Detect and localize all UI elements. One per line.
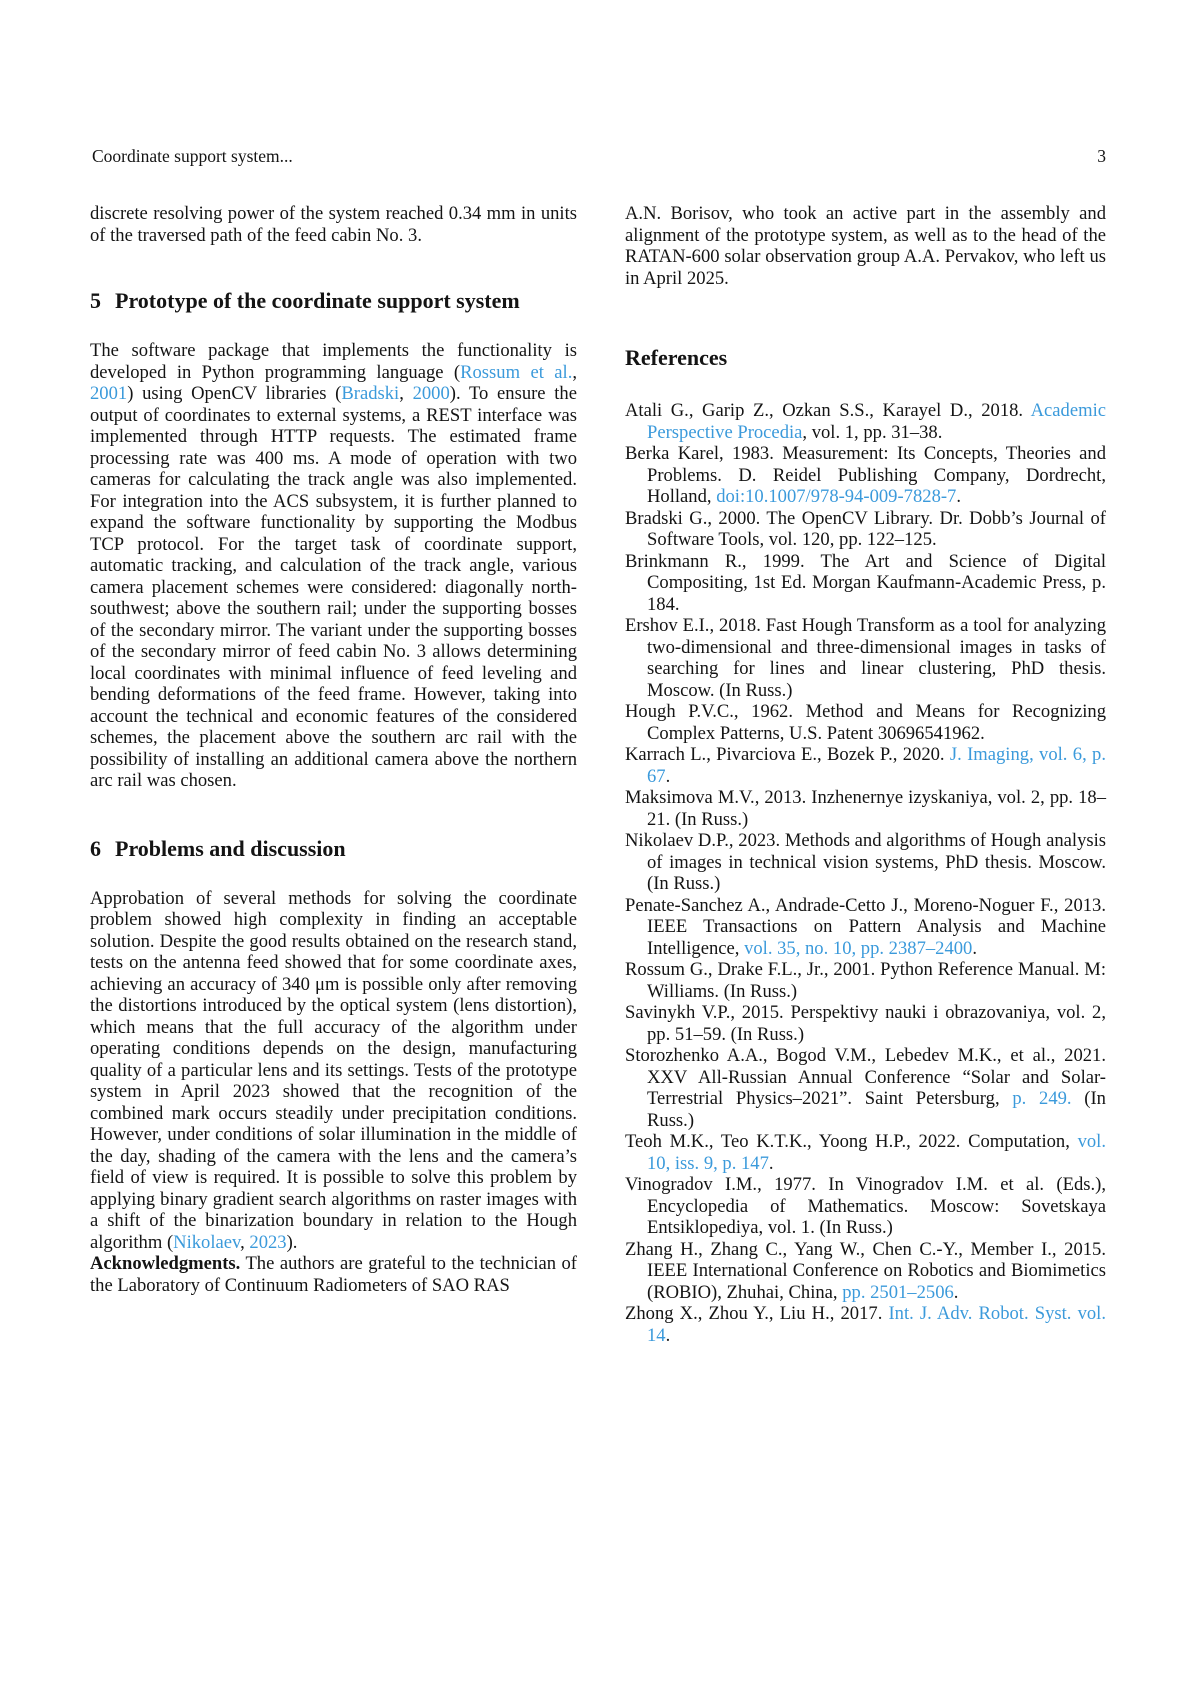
reference-item: Maksimova M.V., 2013. Inzhenernye izyskaniya, vol. 2, pp. 18–21. (In Russ.) <box>625 787 1106 830</box>
reference-item: Zhong X., Zhou Y., Liu H., 2017. Int. J. Adv. Robot. Syst. vol. 14. <box>625 1303 1106 1346</box>
section-5-title: Prototype of the coordinate support system <box>115 288 520 313</box>
citation-link[interactable]: 2001 <box>90 383 128 404</box>
citation-link[interactable]: vol. 10, iss. 9, p. 147 <box>647 1131 1106 1174</box>
section-6-paragraph: Approbation of several methods for solving the coordinate problem showed high complexity in finding an acceptable solution. Despite the good results obtained on the research stand, tests on the antenna feed showed that for some coordinate axes, achieving an accuracy of 340 μm is possible only after removing the distortions introduced by the optical system (lens distortion), which means that the full accuracy of the algorithm under operating conditions depends on the design, manufacturing quality of a particular lens and its settings. Tests of the prototype system in April 2023 showed that the recognition of the combined mark occurs steadily under precipitation conditions. However, under conditions of solar illumination in the middle of the day, shading of the camera with the lens and the camera’s field of view is required. It is possible to solve this problem by applying binary gradient search algorithms on raster images with a shift of the binarization boundary in relation to the Hough algorithm (Nikolaev, 2023). <box>90 887 577 1253</box>
reference-item: Rossum G., Drake F.L., Jr., 2001. Python Reference Manual. M: Williams. (In Russ.) <box>625 959 1106 1002</box>
citation-link[interactable]: Int. J. Adv. Robot. Syst. vol. 14 <box>647 1303 1106 1346</box>
reference-item: Brinkmann R., 1999. The Art and Science of Digital Compositing, 1st Ed. Morgan Kaufmann-Academic Press, p. 184. <box>625 550 1106 615</box>
citation-link[interactable]: p. 249. <box>1012 1088 1072 1109</box>
running-header <box>92 146 1106 167</box>
section-5-paragraph: The software package that implements the functionality is developed in Python programming language (Rossum et al., 2001) using OpenCV libraries (Bradski, 2000). To ensure the output of coordinates to external systems, a REST interface was implemented through HTTP requests. The estimated frame processing rate was 400 ms. A mode of operation with two cameras for calculating the track angle was also implemented. For integration into the ACS subsystem, it is further planned to expand the software functionality by supporting the Modbus TCP protocol. For the target task of coordinate support, automatic tracking, and calculation of the track angle, various camera placement schemes were considered: diagonally north-southwest; above the southern rail; under the supporting bosses of the secondary mirror. The variant under the supporting bosses of the secondary mirror of feed cabin No. 3 allows determining local coordinates with minimal influence of feed leveling and bending deformations of the feed frame. However, taking into account the technical and economic features of the considered schemes, the placement above the southern arc rail with the possibility of installing an additional camera above the northern arc rail was chosen. <box>90 340 577 791</box>
citation-link[interactable]: doi:10.1007/978-94-009-7828-7 <box>716 486 957 507</box>
reference-item: Hough P.V.C., 1962. Method and Means for Recognizing Complex Patterns, U.S. Patent 30696541962. <box>625 701 1106 744</box>
intro-paragraph: discrete resolving power of the system reached 0.34 mm in units of the traversed path of the feed cabin No. 3. <box>90 203 577 246</box>
page-number: 3 <box>1097 146 1106 166</box>
citation-link[interactable]: Academic Perspective Procedia <box>647 400 1106 443</box>
references-heading: References <box>625 345 728 370</box>
section-5-number: 5 <box>90 288 101 313</box>
reference-item: Savinykh V.P., 2015. Perspektivy nauki i obrazovaniya, vol. 2, pp. 51–59. (In Russ.) <box>625 1002 1106 1045</box>
left-column <box>90 203 577 1296</box>
reference-item: Teoh M.K., Teo K.T.K., Yoong H.P., 2022. Computation, vol. 10, iss. 9, p. 147. <box>625 1131 1106 1174</box>
reference-item: Zhang H., Zhang C., Yang W., Chen C.-Y., Member I., 2015. IEEE International Conference on Robotics and Biomimetics (ROBIO), Zhuhai, China, pp. 2501–2506. <box>625 1238 1106 1303</box>
citation-link[interactable]: pp. 2501–2506 <box>842 1281 954 1303</box>
reference-item: Karrach L., Pivarciova E., Bozek P., 2020. J. Imaging, vol. 6, p. 67. <box>625 744 1106 787</box>
citation-link[interactable]: Rossum et al. <box>460 361 573 383</box>
citation-link[interactable]: 2000 <box>412 383 450 404</box>
reference-item: Storozhenko A.A., Bogod V.M., Lebedev M.K., et al., 2021. XXV All-Russian Annual Conference “Solar and Solar-Terrestrial Physics–2021”. Saint Petersburg, p. 249. (In Russ.) <box>625 1045 1106 1131</box>
section-6-title: Problems and discussion <box>115 835 346 861</box>
reference-item: Berka Karel, 1983. Measurement: Its Concepts, Theories and Problems. D. Reidel Publishing Company, Dordrecht, Holland, doi:10.1007/978-94-009-7828-7. <box>625 443 1106 507</box>
citation-link[interactable]: Bradski <box>341 383 400 404</box>
citation-link[interactable]: Nikolaev <box>173 1231 241 1253</box>
reference-item: Vinogradov I.M., 1977. In Vinogradov I.M. et al. (Eds.), Encyclopedia of Mathematics. Moscow: Sovetskaya Entsiklopediya, vol. 1. (In Russ.) <box>625 1174 1106 1238</box>
citation-link[interactable]: 2023 <box>249 1231 287 1253</box>
section-5-heading <box>90 288 577 314</box>
section-6-heading <box>90 836 577 862</box>
acknowledgments-paragraph: Acknowledgments. The authors are grateful to the technician of the Laboratory of Continuum Radiometers of SAO RAS <box>90 1253 577 1296</box>
reference-item: Penate-Sanchez A., Andrade-Cetto J., Moreno-Noguer F., 2013. IEEE Transactions on Pattern Analysis and Machine Intelligence, vol. 35, no. 10, pp. 2387–2400. <box>625 894 1106 959</box>
section-6-number: 6 <box>90 835 101 861</box>
references-list <box>625 400 1106 1346</box>
citation-link[interactable]: J. Imaging, vol. 6, p. 67 <box>647 744 1106 787</box>
running-title: Coordinate support system... <box>92 146 293 166</box>
reference-item: Nikolaev D.P., 2023. Methods and algorithms of Hough analysis of images in technical vision systems, PhD thesis. Moscow. (In Russ.) <box>625 830 1106 894</box>
continuation-paragraph: A.N. Borisov, who took an active part in the assembly and alignment of the prototype system, as well as to the head of the RATAN-600 solar observation group A.A. Pervakov, who left us in April 2025. <box>625 203 1106 289</box>
reference-item: Atali G., Garip Z., Ozkan S.S., Karayel D., 2018. Academic Perspective Procedia, vol. 1, pp. 31–38. <box>625 400 1106 443</box>
reference-item: Ershov E.I., 2018. Fast Hough Transform as a tool for analyzing two-dimensional and three-dimensional images in tasks of searching for lines and linear clustering, PhD thesis. Moscow. (In Russ.) <box>625 615 1106 701</box>
right-column <box>625 203 1106 1346</box>
reference-item: Bradski G., 2000. The OpenCV Library. Dr. Dobb’s Journal of Software Tools, vol. 120, pp. 122–125. <box>625 507 1106 550</box>
citation-link[interactable]: vol. 35, no. 10, pp. 2387–2400 <box>744 937 973 959</box>
